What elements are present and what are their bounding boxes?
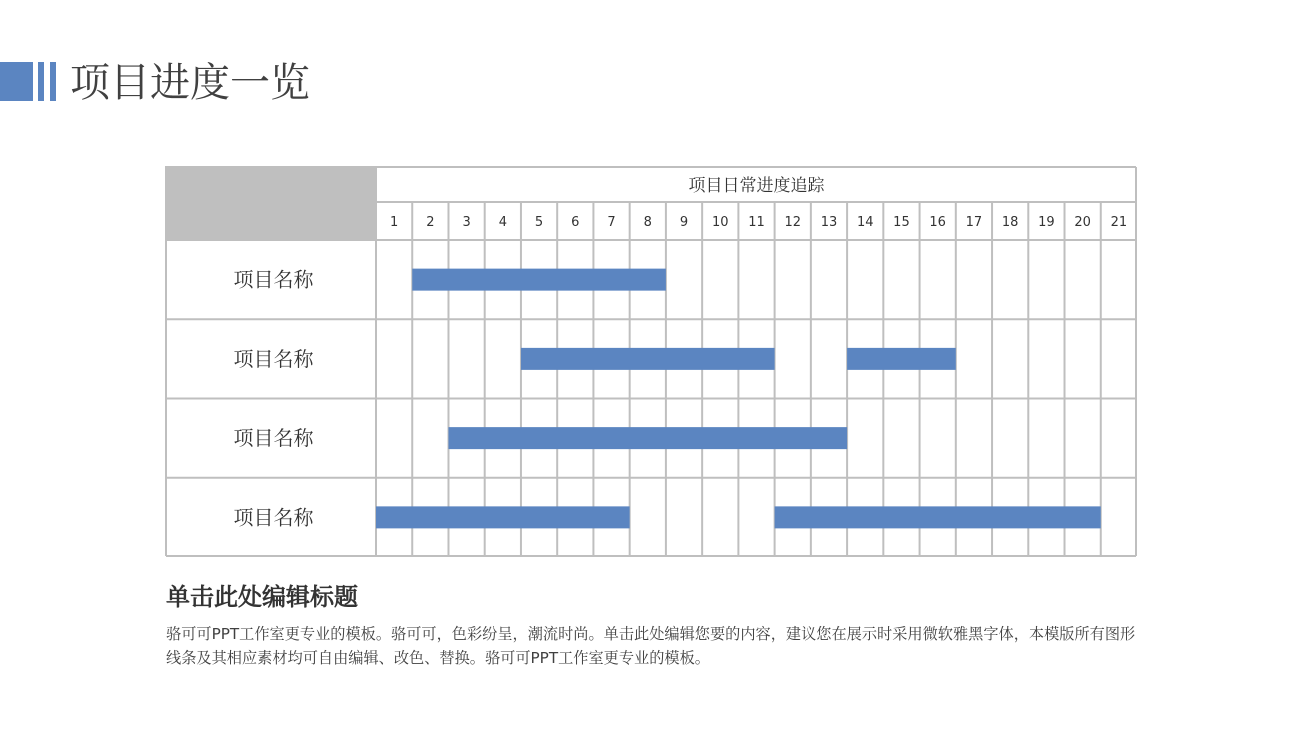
section-body-text[interactable]: 骆可可PPT工作室更专业的模板。骆可可，色彩纷呈，潮流时尚。单击此处编辑您要的内容，建议您在展示时采用微软雅黑字体，本模版所有图形线条及其相应素材均可自由编辑、改色、替换。骆可可PPT工作室更专业的模板。 (166, 625, 1136, 667)
day-label-1: 1 (389, 215, 399, 230)
row-label-3: 项目名称 (233, 426, 314, 451)
gantt-bar-row4-seg1 (376, 506, 630, 528)
section-heading[interactable]: 单击此处编辑标题 (166, 583, 358, 611)
title-accent-block (0, 62, 33, 101)
row-label-1: 项目名称 (233, 267, 314, 292)
header-corner-cell (165, 166, 376, 240)
title-accent-bar-2 (50, 62, 56, 101)
day-label-19: 19 (1038, 215, 1055, 230)
day-label-15: 15 (893, 215, 910, 230)
day-label-12: 12 (784, 215, 802, 230)
day-label-21: 21 (1110, 215, 1128, 230)
day-label-9: 9 (679, 215, 689, 230)
day-label-13: 13 (820, 215, 838, 230)
day-label-18: 18 (1001, 215, 1019, 230)
page-title: 项目进度一览 (70, 60, 310, 106)
day-label-14: 14 (856, 215, 874, 230)
row-label-2: 项目名称 (233, 346, 314, 371)
row-label-4: 项目名称 (233, 505, 314, 530)
day-label-7: 7 (607, 215, 616, 230)
title-accent-bar-1 (38, 62, 44, 101)
day-label-3: 3 (462, 215, 471, 230)
gantt-bar-row2-seg2 (847, 348, 956, 370)
day-label-8: 8 (643, 215, 652, 230)
gantt-bar-row1-seg1 (412, 269, 666, 291)
gantt-bar-row2-seg1 (521, 348, 775, 370)
gantt-chart (165, 166, 1137, 557)
day-label-2: 2 (426, 215, 435, 230)
day-label-4: 4 (498, 215, 507, 230)
day-label-11: 11 (748, 215, 765, 230)
gantt-bar-row3-seg1 (448, 427, 847, 449)
day-label-6: 6 (571, 215, 580, 230)
day-label-10: 10 (711, 215, 729, 230)
day-label-17: 17 (965, 215, 983, 230)
gantt-bar-row4-seg2 (775, 506, 1101, 528)
day-label-16: 16 (929, 215, 946, 230)
chart-title: 项目日常进度追踪 (688, 176, 825, 196)
day-label-5: 5 (534, 215, 544, 230)
day-label-20: 20 (1074, 215, 1091, 230)
